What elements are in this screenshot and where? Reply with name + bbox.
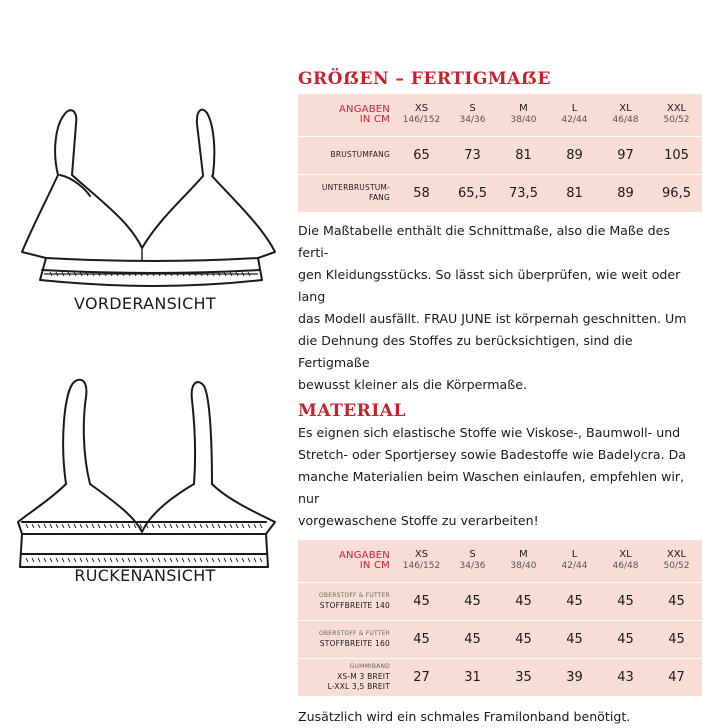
table-cell: 45 [549, 582, 600, 620]
size-col-header: S 34/36 [459, 549, 486, 572]
table-cell: 31 [447, 658, 498, 696]
table-cell: 45 [447, 620, 498, 658]
size-col-header: XS 146/152 [402, 549, 441, 572]
table-cell: 89 [600, 174, 651, 212]
content-column [298, 68, 702, 728]
table-cell: 89 [549, 136, 600, 174]
table-row [298, 582, 702, 620]
paragraph-line: bewusst kleiner als die Körpermaße. [298, 377, 527, 392]
table-cell: 39 [549, 658, 600, 696]
table-cell: 47 [651, 658, 702, 696]
row-label: OBERSTOFF & FUTTER STOFFBREITE 140 [298, 582, 396, 620]
sizes-description [298, 220, 702, 396]
table-cell: 45 [651, 620, 702, 658]
table-cell: 65 [396, 136, 447, 174]
table-cell: 45 [498, 582, 549, 620]
table-cell: 97 [600, 136, 651, 174]
table-cell: 45 [498, 620, 549, 658]
table-cell: 45 [600, 582, 651, 620]
size-col-header: M 38/40 [510, 103, 537, 126]
row-label: BRUSTUMFANG [298, 136, 396, 174]
row-label: UNTERBRUSTUM- FANG [298, 174, 396, 212]
size-col-header: XL 46/48 [612, 549, 639, 572]
header-label: ANGABEN IN CM [339, 103, 390, 125]
size-col-header: L 42/44 [561, 103, 588, 126]
paragraph-line: vorgewaschene Stoffe zu verarbeiten! [298, 513, 539, 528]
table-cell: 45 [600, 620, 651, 658]
size-col-header: XL 46/48 [612, 103, 639, 126]
table-cell: 65,5 [447, 174, 498, 212]
front-view-label: VORDERANSICHT [74, 294, 216, 313]
header-label: ANGABEN IN CM [339, 549, 390, 571]
table-row [298, 136, 702, 174]
paragraph-line: Die Maßtabelle enthält die Schnittmaße, also die Maße des ferti- [298, 223, 670, 260]
row-label: GUMMIBAND XS-M 3 BREIT L-XXL 3,5 BREIT [298, 658, 396, 696]
material-header-row [298, 540, 702, 582]
table-cell: 35 [498, 658, 549, 696]
sizes-title: GRÖẞEN – FERTIGMAẞE [298, 69, 551, 89]
table-cell: 43 [600, 658, 651, 696]
material-table [298, 540, 702, 696]
table-cell: 96,5 [651, 174, 702, 212]
size-col-header: XXL 50/52 [663, 103, 690, 126]
material-footer: Zusätzlich wird ein schmales Framilonband benötigt. [298, 709, 631, 724]
paragraph-line: Es eignen sich elastische Stoffe wie Viskose-, Baumwoll- und [298, 425, 681, 440]
table-row [298, 174, 702, 212]
size-col-header: M 38/40 [510, 549, 537, 572]
table-cell: 105 [651, 136, 702, 174]
bra-back-illustration [0, 372, 290, 572]
paragraph-line: die Dehnung des Stoffes zu berücksichtigen, sind die Fertigmaße [298, 333, 633, 370]
table-cell: 45 [651, 582, 702, 620]
size-col-header: L 42/44 [561, 549, 588, 572]
table-cell: 45 [396, 582, 447, 620]
table-cell: 58 [396, 174, 447, 212]
size-col-header: XS 146/152 [402, 103, 441, 126]
paragraph-line: das Modell ausfällt. FRAU JUNE ist körpernah geschnitten. Um [298, 311, 687, 326]
table-cell: 27 [396, 658, 447, 696]
table-cell: 81 [549, 174, 600, 212]
material-title: MATERIAL [298, 401, 406, 421]
material-description [298, 422, 702, 532]
paragraph-line: gen Kleidungsstücks. So lässt sich überprüfen, wie weit oder lang [298, 267, 681, 304]
table-cell: 45 [447, 582, 498, 620]
table-cell: 73,5 [498, 174, 549, 212]
paragraph-line: Stretch- oder Sportjersey sowie Badestoffe wie Badelycra. Da [298, 447, 686, 462]
table-cell: 81 [498, 136, 549, 174]
table-cell: 45 [549, 620, 600, 658]
size-col-header: S 34/36 [459, 103, 486, 126]
table-row [298, 658, 702, 696]
table-row [298, 620, 702, 658]
table-cell: 73 [447, 136, 498, 174]
sizes-table [298, 94, 702, 212]
row-label: OBERSTOFF & FUTTER STOFFBREITE 160 [298, 620, 396, 658]
paragraph-line: manche Materialien beim Waschen einlaufen, empfehlen wir, nur [298, 469, 685, 506]
sizes-header-row [298, 94, 702, 136]
back-view-label: RÜCKENANSICHT [74, 566, 216, 585]
size-col-header: XXL 50/52 [663, 549, 690, 572]
table-cell: 45 [396, 620, 447, 658]
bra-front-illustration [0, 0, 290, 300]
illustration-panel [0, 0, 290, 720]
